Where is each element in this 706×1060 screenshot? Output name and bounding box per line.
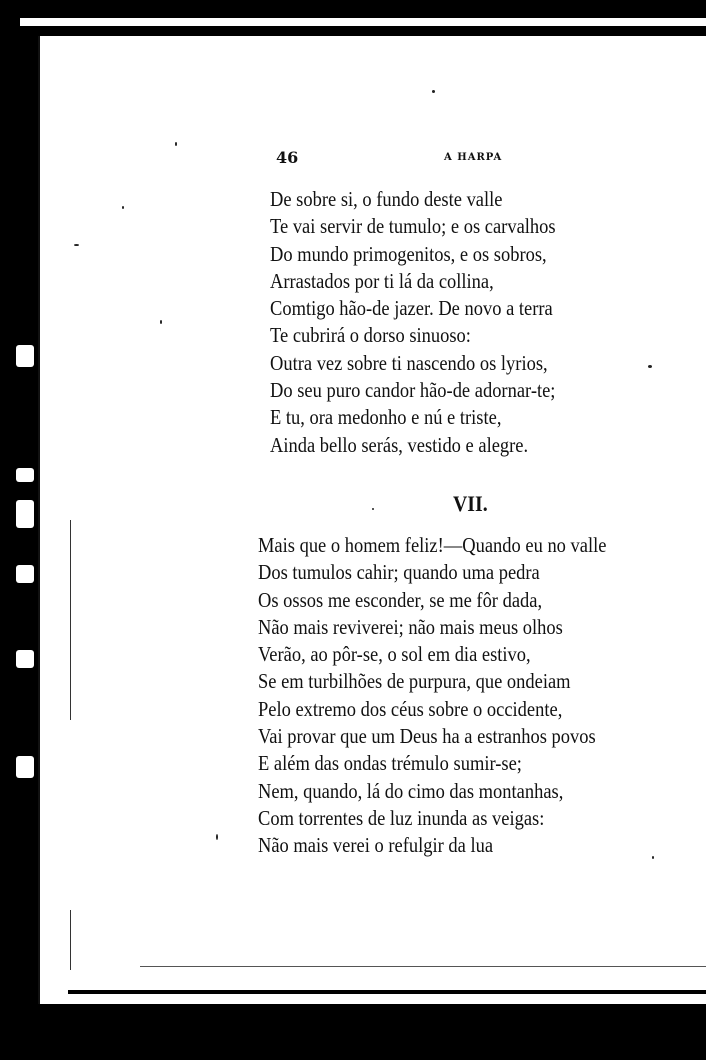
verse-line: Verão, ao pôr-se, o sol em dia estivo, bbox=[258, 642, 531, 667]
verse-line: Pelo extremo dos céus sobre o occidente, bbox=[258, 696, 563, 721]
stanza-one bbox=[270, 186, 556, 459]
verse-line: Comtigo hão-de jazer. De novo a terra bbox=[270, 296, 553, 321]
verse-line: Te cubrirá o dorso sinuoso: bbox=[270, 323, 471, 348]
page-number: 46 bbox=[276, 148, 299, 167]
verse-line: E além das ondas trémulo sumir-se; bbox=[258, 751, 522, 776]
paper-speck bbox=[432, 90, 435, 93]
top-scan-gap bbox=[20, 18, 706, 26]
running-title: A HARPA bbox=[444, 152, 503, 163]
verse-line: Do mundo primogenitos, e os sobros, bbox=[270, 241, 547, 266]
paper-speck bbox=[160, 320, 162, 324]
paper-speck bbox=[216, 834, 218, 840]
running-head bbox=[276, 148, 536, 170]
paper-speck bbox=[372, 508, 374, 510]
verse-line: Do seu puro candor hão-de adornar-te; bbox=[270, 378, 556, 403]
verse-line: Com torrentes de luz inunda as veigas: bbox=[258, 805, 545, 830]
paper-speck bbox=[652, 856, 654, 859]
verse-line: Mais que o homem feliz!—Quando eu no valle bbox=[258, 533, 607, 557]
paper-speck bbox=[122, 206, 124, 209]
verse-line: Nem, quando, lá do cimo das montanhas, bbox=[258, 778, 564, 803]
verse-line: Não mais reviverei; não mais meus olhos bbox=[258, 614, 563, 639]
paper-speck bbox=[74, 244, 79, 246]
left-edge-blemish bbox=[16, 650, 34, 668]
verse-line: Outra vez sobre ti nascendo os lyrios, bbox=[270, 350, 548, 375]
verse-line: Vai provar que um Deus ha a estranhos povos bbox=[258, 724, 596, 749]
bottom-scan-rule bbox=[68, 990, 706, 994]
verse-line: Te vai servir de tumulo; e os carvalhos bbox=[270, 214, 556, 239]
left-edge-blemish bbox=[16, 345, 34, 367]
verse-line: Se em turbilhões de purpura, que ondeiam bbox=[258, 669, 571, 694]
left-edge-blemish bbox=[16, 468, 34, 482]
verse-line: Não mais verei o refulgir da lua bbox=[258, 833, 494, 858]
verse-line: Os ossos me esconder, se me fôr dada, bbox=[258, 587, 543, 612]
left-edge-blemish bbox=[16, 565, 34, 583]
margin-rule bbox=[70, 520, 71, 720]
paper-speck bbox=[175, 142, 177, 146]
left-edge-blemish bbox=[16, 756, 34, 778]
verse-line: Dos tumulos cahir; quando uma pedra bbox=[258, 560, 540, 585]
verse-line: Arrastados por ti lá da collina, bbox=[270, 268, 494, 293]
stanza-two bbox=[258, 532, 606, 860]
bottom-thin-rule bbox=[140, 966, 706, 967]
paper-speck bbox=[648, 365, 652, 368]
left-edge-blemish bbox=[16, 500, 34, 528]
verse-line: E tu, ora medonho e nú e triste, bbox=[270, 405, 502, 430]
margin-rule bbox=[70, 910, 71, 970]
verse-line: Ainda bello serás, vestido e alegre. bbox=[270, 432, 529, 457]
section-heading: VII. bbox=[453, 491, 488, 516]
verse-line: De sobre si, o fundo deste valle bbox=[270, 187, 503, 211]
